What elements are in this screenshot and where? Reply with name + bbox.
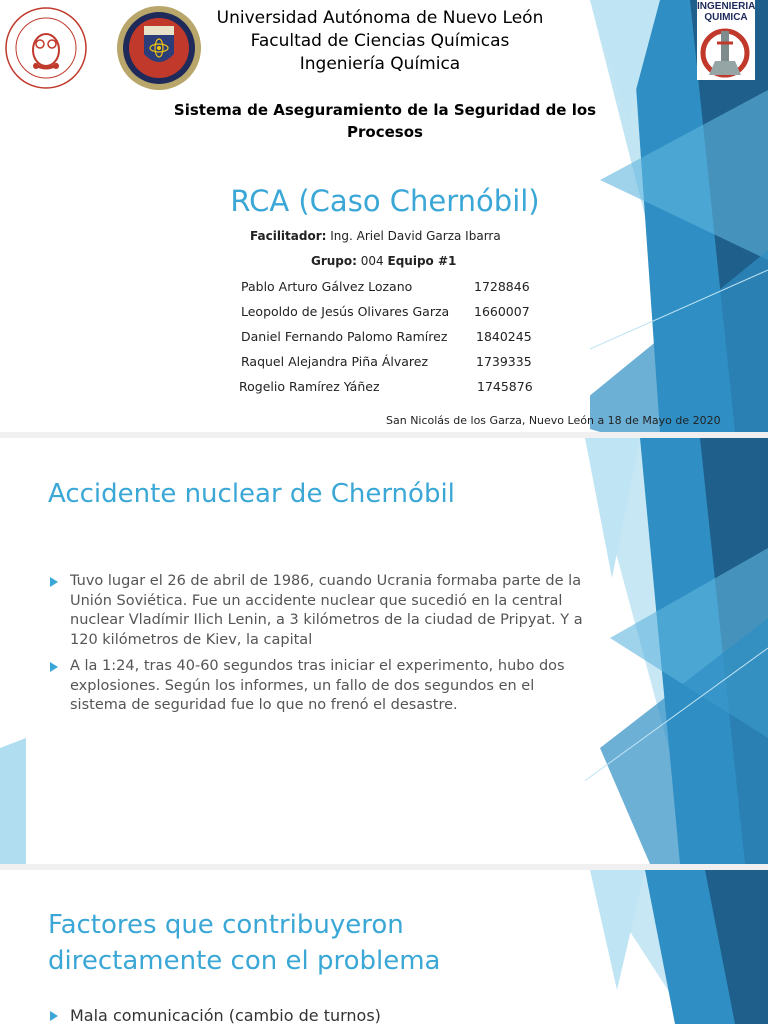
- bullet-list: [48, 1006, 588, 1024]
- member-id: 1840245: [476, 329, 532, 344]
- member-id: 1660007: [474, 304, 530, 319]
- presentation-title: RCA (Caso Chernóbil): [230, 184, 540, 218]
- course-title-line1: Sistema de Aseguramiento de la Seguridad de los: [173, 101, 597, 119]
- member-id: 1745876: [477, 379, 533, 394]
- member-id: 1728846: [474, 279, 530, 294]
- place-date: San Nicolás de los Garza, Nuevo León a 18 de Mayo de 2020: [386, 414, 721, 427]
- faculty-name: Facultad de Ciencias Químicas: [250, 31, 510, 51]
- group-label: Grupo:: [311, 254, 357, 268]
- university-name: Universidad Autónoma de Nuevo León: [216, 8, 544, 28]
- bullet-arrow-icon: [50, 662, 58, 672]
- bullet-arrow-icon: [50, 1011, 58, 1021]
- list-item: Tuvo lugar el 26 de abril de 1986, cuando Ucrania formaba parte de la Unión Soviética. Fue un accidente nuclear que sucedió en la central nuclear Vladímir Ilich Lenin, a 3 kilómetros de la ciudad de Pripyat. Y a 120 kilómetros de Kiev, la capital: [48, 572, 588, 650]
- member-name: Raquel Alejandra Piña Álvarez: [241, 354, 429, 369]
- team-label: Equipo #1: [387, 254, 457, 268]
- slide-heading: Factores que contribuyeron directamente con el problema: [48, 910, 441, 976]
- course-title-line2: Procesos: [347, 123, 423, 141]
- member-id: 1739335: [476, 354, 532, 369]
- facultad-logo: [4, 6, 88, 90]
- slide-accident: [0, 438, 768, 864]
- member-name: Rogelio Ramírez Yáñez: [239, 379, 380, 394]
- member-name: Leopoldo de Jesús Olivares Garza: [241, 304, 450, 319]
- slide-title: [0, 0, 768, 432]
- group-value: 004: [360, 254, 384, 268]
- facilitator-line: [250, 229, 501, 243]
- member-name: Pablo Arturo Gálvez Lozano: [241, 279, 413, 294]
- ingenieria-quimica-logo: INGENIERIA QUIMICA: [697, 0, 755, 80]
- group-line: [311, 254, 456, 268]
- slide-heading: Accidente nuclear de Chernóbil: [48, 479, 455, 509]
- list-item: Mala comunicación (cambio de turnos): [48, 1006, 588, 1024]
- program-name: Ingeniería Química: [299, 54, 461, 74]
- member-name: Daniel Fernando Palomo Ramírez: [241, 329, 448, 344]
- slide-factors: [0, 870, 768, 1024]
- bullet-arrow-icon: [50, 577, 58, 587]
- facilitator-name: Ing. Ariel David Garza Ibarra: [330, 229, 501, 243]
- bullet-list: [48, 572, 588, 723]
- facilitator-label: Facilitador:: [250, 229, 327, 243]
- list-item: A la 1:24, tras 40-60 segundos tras iniciar el experimento, hubo dos explosiones. Según los informes, un fallo de dos segundos en el sistema de seguridad fue lo que no frenó el desastre.: [48, 657, 588, 716]
